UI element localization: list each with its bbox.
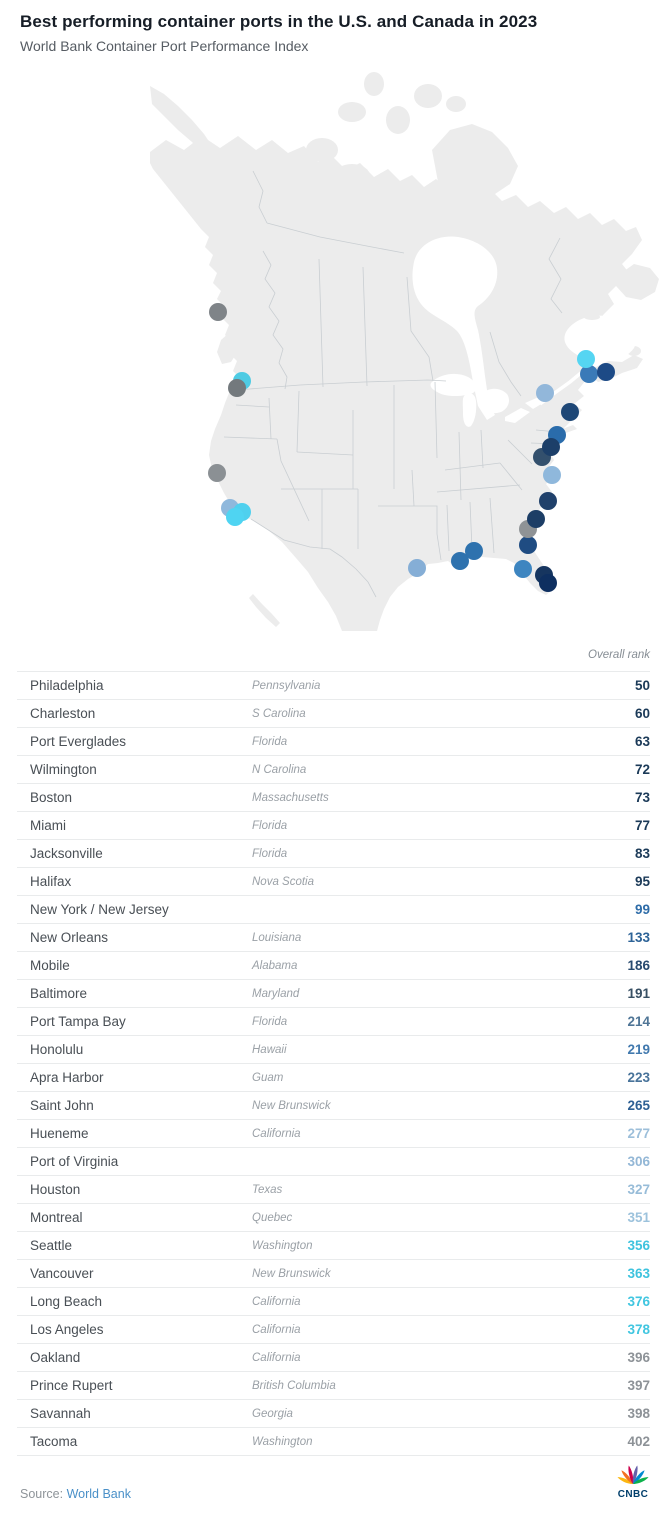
table-row <box>17 1372 650 1400</box>
port-name: Prince Rupert <box>30 1378 113 1393</box>
port-rank: 99 <box>634 902 650 917</box>
port-rank: 73 <box>634 790 650 805</box>
port-region: Pennsylvania <box>252 679 321 692</box>
port-name: Baltimore <box>30 986 88 1001</box>
port-region: Louisiana <box>252 931 302 944</box>
table-row <box>17 1120 650 1148</box>
port-region: Florida <box>252 819 288 832</box>
map-dot-port-of-virginia <box>543 466 561 484</box>
table-row <box>17 700 650 728</box>
table-row <box>17 924 650 952</box>
port-rank: 327 <box>627 1182 650 1197</box>
table-body <box>0 672 666 1456</box>
port-region: Quebec <box>252 1211 293 1224</box>
port-rank: 223 <box>627 1070 650 1085</box>
table-row <box>17 1036 650 1064</box>
port-rank: 219 <box>627 1042 650 1057</box>
page-subtitle: World Bank Container Port Performance Index <box>20 38 309 54</box>
port-rank: 397 <box>627 1378 650 1393</box>
table-row <box>17 1204 650 1232</box>
port-rank: 83 <box>634 846 650 861</box>
table-row <box>17 1176 650 1204</box>
port-region: New Brunswick <box>252 1099 331 1112</box>
port-region: Washington <box>252 1435 313 1448</box>
port-name: Port of Virginia <box>30 1154 119 1169</box>
port-name: Montreal <box>30 1210 83 1225</box>
table-row <box>17 1400 650 1428</box>
cnbc-logo <box>613 1465 653 1500</box>
port-name: Hueneme <box>30 1126 89 1141</box>
port-region: Guam <box>252 1071 284 1084</box>
port-region: Washington <box>252 1239 313 1252</box>
source-prefix: Source: <box>20 1487 64 1501</box>
port-name: Oakland <box>30 1350 81 1365</box>
port-rank: 376 <box>627 1294 650 1309</box>
map-dot-mobile <box>465 542 483 560</box>
port-name: Charleston <box>30 706 96 721</box>
table-row <box>17 980 650 1008</box>
port-rank: 277 <box>627 1126 650 1141</box>
table-row <box>17 1288 650 1316</box>
port-name: Seattle <box>30 1238 73 1253</box>
page-title: Best performing container ports in the U.S. and Canada in 2023 <box>20 12 538 31</box>
map-dot-philadelphia <box>542 438 560 456</box>
map-dot-oakland <box>208 464 226 482</box>
port-rank: 77 <box>634 818 650 833</box>
port-rank: 191 <box>627 986 650 1001</box>
port-region: Hawaii <box>252 1043 287 1056</box>
port-rank: 50 <box>634 678 650 693</box>
table-row <box>17 756 650 784</box>
source-link[interactable]: World Bank <box>66 1487 131 1501</box>
port-name: Long Beach <box>30 1294 103 1309</box>
port-rank: 186 <box>627 958 650 973</box>
north-america-map <box>0 0 666 645</box>
port-name: Port Everglades <box>30 734 127 749</box>
port-rank: 133 <box>627 930 650 945</box>
map-dot-charleston <box>527 510 545 528</box>
port-region: California <box>252 1127 301 1140</box>
port-name: New Orleans <box>30 930 109 945</box>
port-rank: 306 <box>627 1154 650 1169</box>
port-region: Nova Scotia <box>252 875 315 888</box>
map-dot-saint-john <box>580 365 598 383</box>
table-row <box>17 1064 650 1092</box>
port-rank: 363 <box>627 1266 650 1281</box>
table-row <box>17 952 650 980</box>
rank-column-header: Overall rank <box>17 638 650 672</box>
port-name: Port Tampa Bay <box>30 1014 126 1029</box>
port-region: Florida <box>252 735 288 748</box>
port-rank: 214 <box>627 1014 650 1029</box>
port-region: Alabama <box>252 959 298 972</box>
port-region: Texas <box>252 1183 283 1196</box>
port-region: Florida <box>252 847 288 860</box>
port-name: Honolulu <box>30 1042 84 1057</box>
table-row <box>17 784 650 812</box>
port-region: Massachusetts <box>252 791 329 804</box>
port-region: N Carolina <box>252 763 307 776</box>
port-region: California <box>252 1323 301 1336</box>
port-name: Houston <box>30 1182 81 1197</box>
port-name: Apra Harbor <box>30 1070 104 1085</box>
port-region: New Brunswick <box>252 1267 331 1280</box>
map-dot-boston <box>561 403 579 421</box>
table-row <box>17 728 650 756</box>
port-rank: 351 <box>627 1210 650 1225</box>
port-name: Mobile <box>30 958 70 973</box>
table-row <box>17 1260 650 1288</box>
table-row <box>17 672 650 700</box>
port-region: Florida <box>252 1015 288 1028</box>
header <box>20 12 646 54</box>
source-line <box>20 1487 131 1501</box>
cnbc-peacock-icon <box>617 1465 649 1485</box>
table-row <box>17 1316 650 1344</box>
port-region: Georgia <box>252 1407 293 1420</box>
port-name: Jacksonville <box>30 846 103 861</box>
port-rank: 72 <box>634 762 650 777</box>
port-rank: 398 <box>627 1406 650 1421</box>
table-row <box>17 1428 650 1456</box>
port-rank: 60 <box>634 706 650 721</box>
map-dot-jacksonville <box>519 536 537 554</box>
port-name: Miami <box>30 818 66 833</box>
table-row <box>17 1092 650 1120</box>
port-rank: 63 <box>634 734 650 749</box>
table-row <box>17 896 650 924</box>
table-row <box>17 1232 650 1260</box>
port-rank: 265 <box>627 1098 650 1113</box>
port-rank: 356 <box>627 1238 650 1253</box>
port-rank: 378 <box>627 1322 650 1337</box>
map-dot-los-angeles <box>226 508 244 526</box>
map-dot-montreal <box>536 384 554 402</box>
map-dot-houston <box>408 559 426 577</box>
port-name: Vancouver <box>30 1266 94 1281</box>
port-rank: 396 <box>627 1350 650 1365</box>
port-name: Tacoma <box>30 1434 78 1449</box>
port-region: Maryland <box>252 987 300 1000</box>
map-dot-vancouver <box>577 350 595 368</box>
port-name: Philadelphia <box>30 678 104 693</box>
table-row <box>17 840 650 868</box>
map-dot-halifax <box>597 363 615 381</box>
map-dot-prince-rupert <box>209 303 227 321</box>
port-name: Los Angeles <box>30 1322 104 1337</box>
map-dot-port-tampa-bay <box>514 560 532 578</box>
map-dot-miami <box>539 574 557 592</box>
port-region: British Columbia <box>252 1379 336 1392</box>
port-name: New York / New Jersey <box>30 902 169 917</box>
table-row <box>17 812 650 840</box>
port-region: California <box>252 1295 301 1308</box>
table-row <box>17 1148 650 1176</box>
anticosti-island <box>584 314 600 320</box>
port-rank: 95 <box>634 874 650 889</box>
port-rank: 402 <box>627 1434 650 1449</box>
port-name: Boston <box>30 790 73 805</box>
table-row <box>17 1344 650 1372</box>
map-dot-wilmington <box>539 492 557 510</box>
cnbc-logo-text: CNBC <box>617 1489 649 1500</box>
table-row <box>17 1008 650 1036</box>
map-dot-tacoma <box>228 379 246 397</box>
port-region: S Carolina <box>252 707 306 720</box>
rank-table <box>0 638 666 1456</box>
port-name: Savannah <box>30 1406 91 1421</box>
port-name: Halifax <box>30 874 72 889</box>
port-name: Saint John <box>30 1098 94 1113</box>
port-region: California <box>252 1351 301 1364</box>
port-name: Wilmington <box>30 762 97 777</box>
table-row <box>17 868 650 896</box>
